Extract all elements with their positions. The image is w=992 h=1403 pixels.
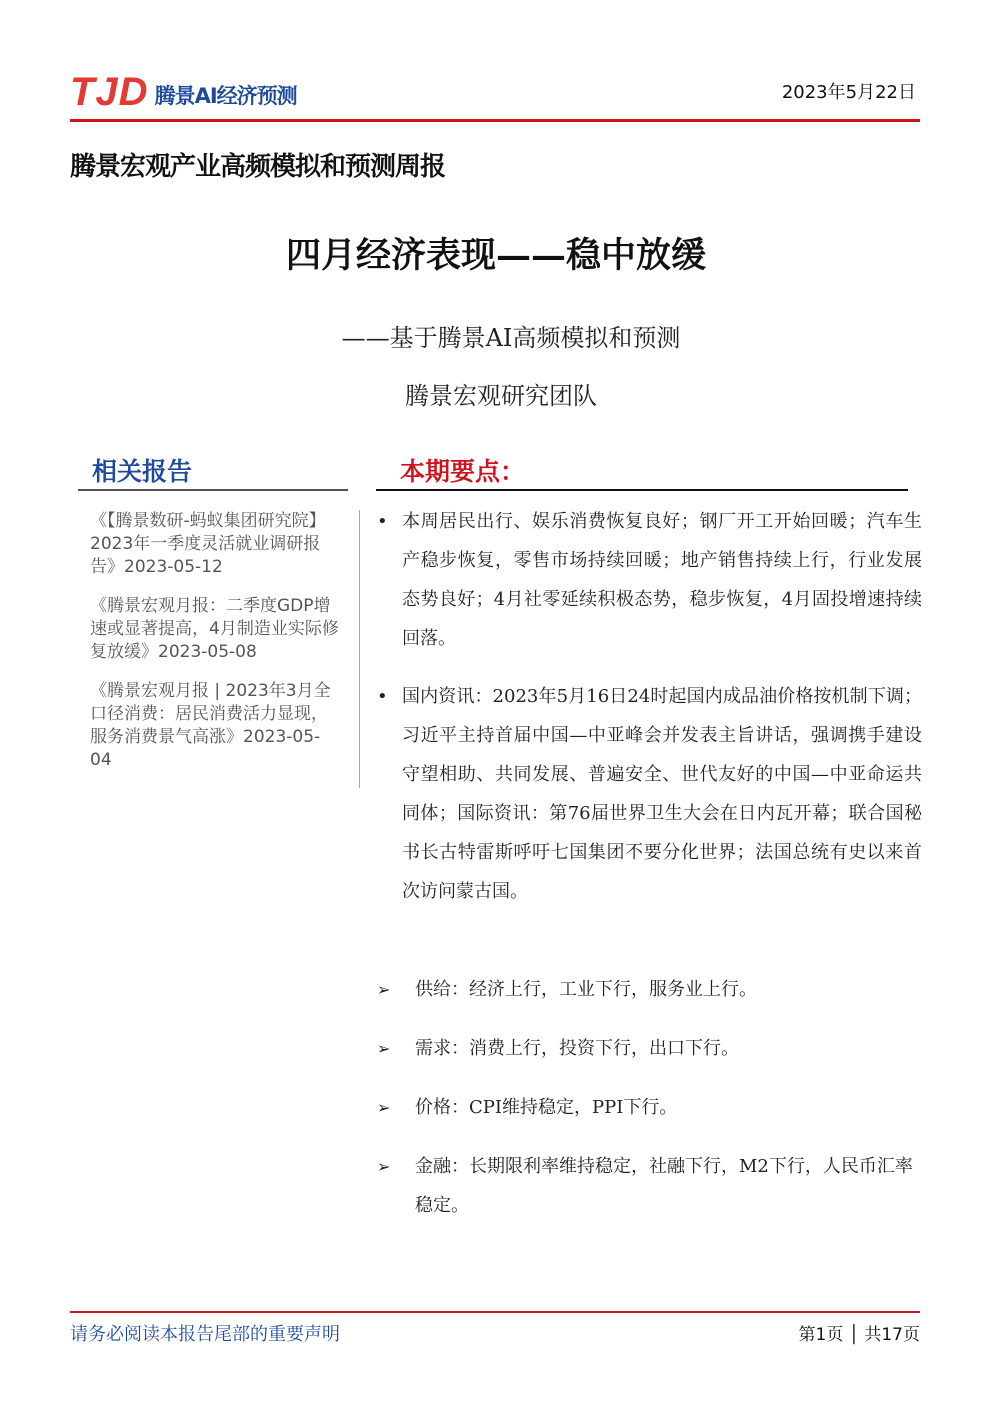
bullet-dot-icon: • [377,511,388,532]
logo-mark: TJD [70,70,149,114]
related-report-item[interactable]: 《腾景宏观月报：二季度GDP增速或显著提高，4月制造业实际修复放缓》2023-05-08 [90,596,339,662]
related-reports-heading: 相关报告 [92,457,193,486]
page-header [70,70,920,120]
key-point-bullet [377,677,922,911]
report-date: 2023年5月22日 [781,82,916,103]
footer-divider [70,1311,920,1313]
related-report-item[interactable]: 《腾景宏观月报 | 2023年3月全口径消费：居民消费活力显现，服务消费景气高涨》2023-05-04 [90,681,331,770]
arrow-right-icon: ➢ [377,980,391,999]
key-point-bullet [377,502,922,658]
author-team: 腾景宏观研究团队 [405,382,597,410]
page-number: 第1页 │ 共17页 [798,1325,920,1345]
company-logo [70,72,297,112]
arrow-right-icon: ➢ [377,1157,391,1176]
arrow-right-icon: ➢ [377,1098,391,1117]
key-point-arrow-item [377,1088,922,1127]
key-point-arrow-item [377,1029,922,1068]
main-title: 四月经济表现——稳中放缓 [285,235,706,276]
report-series-title: 腾景宏观产业高频模拟和预测周报 [70,152,446,182]
arrow-item-text: 需求：消费上行，投资下行，出口下行。 [415,1038,739,1059]
logo-text: 腾景AI经济预测 [154,84,297,108]
arrow-item-text: 价格：CPI维持稳定，PPI下行。 [415,1097,678,1118]
key-point-text: 国内资讯：2023年5月16日24时起国内成品油价格按机制下调；习近平主持首届中国—中亚峰会并发表主旨讲话，强调携手建设守望相助、共同发展、普遍安全、世代友好的中国—中亚命运共同体；国际资讯：第76届世界卫生大会在日内瓦开幕；联合国秘书长古特雷斯呼吁七国集团不要分化世界；法国总统有史以来首次访问蒙古国。 [402,686,922,902]
header-divider [70,119,920,122]
arrow-right-icon: ➢ [377,1039,391,1058]
bullet-dot-icon: • [377,686,388,707]
related-reports-divider [78,489,348,491]
column-divider [359,510,360,788]
key-points-heading: 本期要点： [400,457,526,486]
key-point-text: 本周居民出行、娱乐消费恢复良好；钢厂开工开始回暖；汽车生产稳步恢复，零售市场持续回暖；地产销售持续上行，行业发展态势良好；4月社零延续积极态势，稳步恢复，4月固投增速持续回落。 [402,511,922,649]
key-point-arrow-item [377,970,922,1009]
key-point-arrow-item [377,1147,922,1225]
related-reports-list [90,510,340,788]
related-report-item[interactable]: 《【腾景数研-蚂蚁集团研究院】2023年一季度灵活就业调研报告》2023-05-12 [90,511,326,577]
key-points-divider [376,489,908,491]
arrow-item-text: 供给：经济上行，工业下行，服务业上行。 [415,979,757,1000]
subtitle: ——基于腾景AI高频模拟和预测 [341,324,681,352]
arrow-item-text: 金融：长期限利率维持稳定，社融下行，M2下行，人民币汇率稳定。 [415,1156,913,1216]
footer-disclaimer: 请务必阅读本报告尾部的重要声明 [70,1324,340,1345]
